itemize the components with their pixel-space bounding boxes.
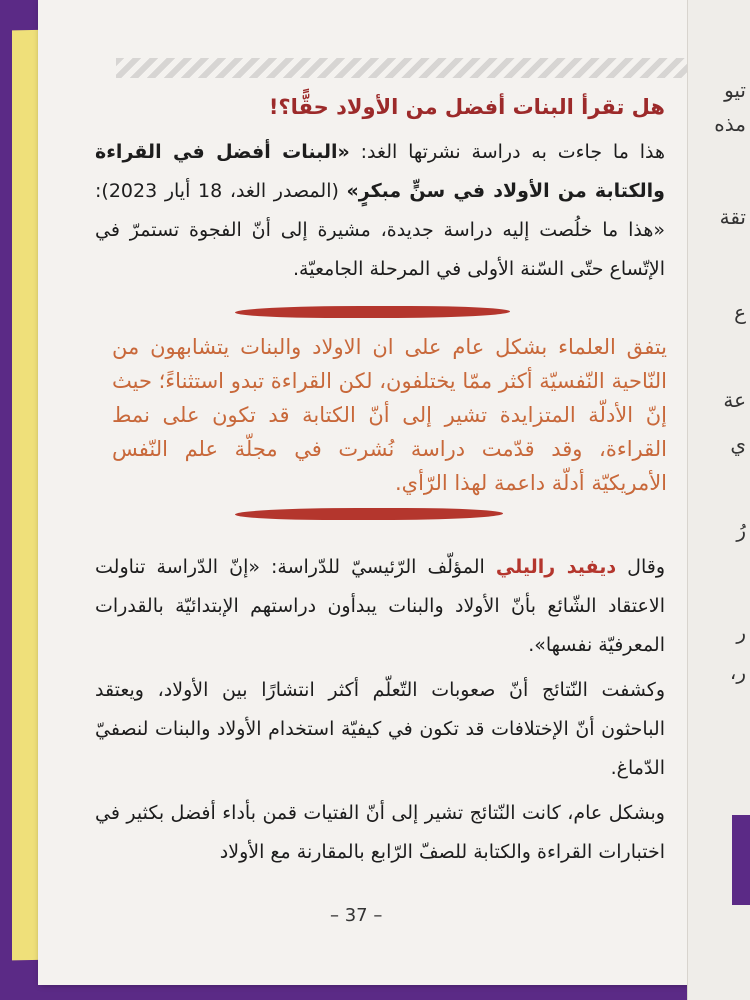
adjacent-fragment: ر bbox=[736, 620, 746, 644]
body-paragraph: وكشفت النّتائج أنّ صعوبات التّعلّم أكثر انتشارًا بين الأولاد، ويعتقد الباحثون أنّ الإختلافات قد تكون في كيفيّة استخدام الأولاد والبنات لنصفيّ الدّماغ. bbox=[95, 679, 665, 779]
study-headline: «البنات أفضل في القراءة والكتابة من الأولاد في سنٍّ مبكرٍ» bbox=[95, 141, 665, 202]
adjacent-page-mark bbox=[732, 815, 750, 905]
intro-text-continued: (المصدر الغد، 18 أيار 2023): «هذا ما خلُصت إليه دراسة جديدة، مشيرة إلى أنّ الفجوة تستمرّ في الإتّساع حتّى السّنة الأولى في المرحلة الجامعيّة. bbox=[95, 180, 665, 280]
adjacent-page bbox=[687, 0, 750, 1000]
adjacent-fragment: تقة bbox=[719, 205, 746, 229]
body-paragraph bbox=[95, 548, 665, 665]
adjacent-fragment: عة bbox=[723, 388, 746, 412]
adjacent-fragment: ع bbox=[734, 300, 746, 324]
author-name: ديفيد راليلي bbox=[495, 556, 617, 578]
intro-text: هذا ما جاءت به دراسة نشرتها الغد: bbox=[349, 141, 665, 163]
body-text bbox=[95, 548, 665, 872]
page-number: – 37 – bbox=[330, 905, 383, 926]
adjacent-fragment: ي bbox=[730, 432, 746, 456]
adjacent-fragment: ر، bbox=[729, 660, 746, 684]
adjacent-fragment: رُ bbox=[736, 518, 746, 542]
body-text-span: المؤلّف الرّئيسيّ للدّراسة: «إنّ الدّراسة تناولت الاعتقاد الشّائع بأنّ الأولاد والبنات يبدأون دراستهم الإبتدائيّة بالقدرات المعرفيّة نفسها». bbox=[95, 556, 665, 656]
header-stripes bbox=[116, 58, 726, 78]
adjacent-fragment: مذه bbox=[714, 112, 746, 136]
brush-divider-bottom bbox=[235, 508, 503, 520]
body-text-span: وقال bbox=[616, 556, 665, 578]
highlight-quote: يتفق العلماء بشكل عام على ان الاولاد والبنات يتشابهون من النّاحية النّفسيّة أكثر ممّا يختلفون، لكن القراءة تبدو استثناءً؛ حيث إنّ الأدلّة المتزايدة تشير إلى أنّ الكتابة قد تكون على نمط القراءة، وقد قدّمت دراسة نُشرت في مجلّة علم النّفس الأمريكيّة أدلّة داعمة لهذا الرّأي. bbox=[112, 335, 667, 495]
intro-paragraph bbox=[95, 133, 665, 289]
adjacent-fragment: تيو bbox=[724, 78, 746, 102]
section-title: هل تقرأ البنات أفضل من الأولاد حقًّا؟! bbox=[268, 95, 665, 119]
brush-divider-top bbox=[235, 306, 510, 318]
body-paragraph: وبشكل عام، كانت النّتائج تشير إلى أنّ الفتيات قمن بأداء أفضل بكثير في اختبارات القراءة والكتابة للصفّ الرّابع بالمقارنة مع الأولاد bbox=[95, 802, 665, 863]
